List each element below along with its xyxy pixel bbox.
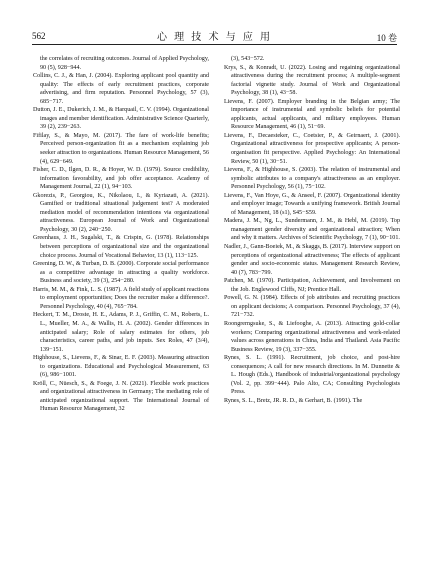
reference-entry: Collins, C. J., & Han, J. (2004). Exploring applicant pool quantity and quality: The effects of early recruitment practices, corporate advertising, and firm reputation. Personnel Psychology, 57 (3), 685−717.: [33, 73, 209, 105]
reference-entry: Lievens, F., Decaesteker, C., Coetsier, P., & Geirnaert, J. (2001). Organizational attractiveness for prospective applicants; A person-organisation fit perspective. Applied Psychology: An International Review, 50 (1), 30−51.: [224, 132, 400, 165]
reference-entry: Highhouse, S., Lievens, F., & Sinar, E. F. (2003). Measuring attraction to organizations. Educational and Psychological Measurement, 63 (6), 986−1001.: [33, 355, 209, 379]
reference-entry: Fisher, C. D., Ilgen, D. R., & Hoyer, W. D. (1979). Source credibility, information favorability, and job offer acceptance. Academy of Management Journal, 22 (1), 94−103.: [33, 167, 209, 191]
reference-entry: Gkorezis, P., Georgiou, K., Nikolaou, I., & Kyriazati, A. (2021). Gamified or traditional situational judgement test? A moderated mediation model of recommendation intentions via organizational attractiveness. European Journal of Work and Organizational Psychology, 30 (2), 240−250.: [33, 192, 209, 233]
reference-entry: Madera, J. M., Ng, L., Sundermann, J. M., & Hebl, M. (2019). Top management gender diversity and organizational attraction; When and why it matters. Archives of Scientific Psychology, 7 (1), 90−101.: [224, 218, 400, 242]
reference-entry: Dutton, J. E., Dukerich, J. M., & Harquail, C. V. (1994). Organizational images and member identification. Administrative Science Quarterly, 39 (2), 239−263.: [33, 107, 209, 131]
reference-entry: Greening, D. W., & Turban, D. B. (2000). Corporate social performance as a competitive advantage in attracting a quality workforce. Business and society, 39 (3), 254−280.: [33, 261, 209, 285]
reference-entry: Patchen, M. (1970). Participation, Achievement, and Involvement on the Job. Englewood Cliffs, NJ; Prentice Hall.: [224, 278, 400, 293]
references-left-column: [33, 55, 209, 414]
reference-entry: Heckert, T. M., Droste, H. E., Adams, P. J., Griffin, C. M., Roberts, L. L., Mueller, M. A., & Wallis, H. A. (2002). Gender differences in anticipated salary; Role of salary estimates for others, job characteristics, career paths, and job inputs. Sex Roles, 47 (3/4), 139−151.: [33, 312, 209, 353]
reference-entry: Greenhaus, J. H., Sugalski, T., & Crispin, G. (1978). Relationships between perceptions of organizational size and the organizational choice process. Journal of Vocational Behavior, 13 (1), 113−125.: [33, 235, 209, 259]
reference-entry: Kröll, C., Nüesch, S., & Foege, J. N. (2021). Flexible work practices and organizational attractiveness in Germany; The mediating role of anticipated organizational support. The International Journal of Human Resource Management, 32: [33, 380, 209, 413]
reference-entry: Lievens, F. (2007). Employer branding in the Belgian army; The importance of instrumental and symbolic beliefs for potential applicants, actual applicants, and military employees. Human Resource Management, 46 (1), 51−69.: [224, 98, 400, 131]
reference-entry: the correlates of recruiting outcomes. Journal of Applied Psychology, 90 (5), 928−944.: [40, 56, 209, 71]
journal-title: 心 理 技 术 与 应 用: [156, 32, 273, 43]
running-header: [32, 28, 397, 45]
reference-entry: Krys, S., & Konradt, U. (2022). Losing and regaining organizational attractiveness during the recruitment process; A multiple-segment factorial vignette study. Journal of Work and Organizational Psychology, 38 (1), 43−58.: [224, 64, 400, 97]
reference-entry: Lievens, F., Van Hoye, G., & Anseel, F. (2007). Organizational identity and employer image; Towards a unifying framework. British Journal of Management, 18 (s1), S45−S59.: [224, 192, 400, 216]
reference-entry: Roongrerngsuke, S., & Liefooghe, A. (2013). Attracting gold-collar workers; Comparing organizational attractiveness and work-related values across generations in China, India and Thailand. Asia Pacific Business Review, 19 (3), 337−355.: [224, 320, 400, 353]
reference-entry: Powell, G. N. (1984). Effects of job attributes and recruiting practices on applicant decisions; A comparison. Personnel Psychology, 37 (4), 721−732.: [224, 295, 400, 319]
reference-entry: Rynes, S. L., Bretz, JR. R. D., & Gerhart, B. (1991). The: [224, 397, 363, 404]
reference-entry: Fifilay, S., & Mayo, M. (2017). The fare of work-life benefits; Perceived person-organization fit as a mechanism explaining job seeker attraction to organizations. Human Resource Management, 56 (4), 629−649.: [33, 132, 209, 165]
reference-entry: (3), 543−572.: [231, 56, 265, 62]
reference-entry: Nadler, J., Gann-Boeiek, M., & Skaggs, B. (2017). Interview support on perceptions of organizational attractiveness; The effects of applicant gender and socio-economic status. Management Research Review, 40 (7), 783−799.: [224, 244, 400, 276]
volume-label: 10 卷: [376, 33, 397, 43]
reference-entry: Lievens, F., & Highhouse, S. (2003). The relation of instrumental and symbolic attributes to a company's attractiveness as an employer. Personnel Psychology, 56 (1), 75−102.: [224, 167, 400, 191]
page-number: 562: [32, 31, 46, 41]
reference-entry: Rynes, S. L. (1991). Recruitment, job choice, and post-hire consequences; A call for new research directions. In M. Dunnette & L. Hough (Eds.), Handbook of industrial/organizational psychology (Vol. 2, pp. 399−444). Palo Alto, CA; Consulting Psychologists Press.: [224, 355, 400, 396]
references-right-column: [224, 55, 400, 405]
reference-entry: Harris, M. M., & Fink, L. S. (1987). A field study of applicant reactions to employment opportunities; Does the recruiter make a difference?. Personnel Psychology, 40 (4), 765−784.: [33, 286, 209, 310]
